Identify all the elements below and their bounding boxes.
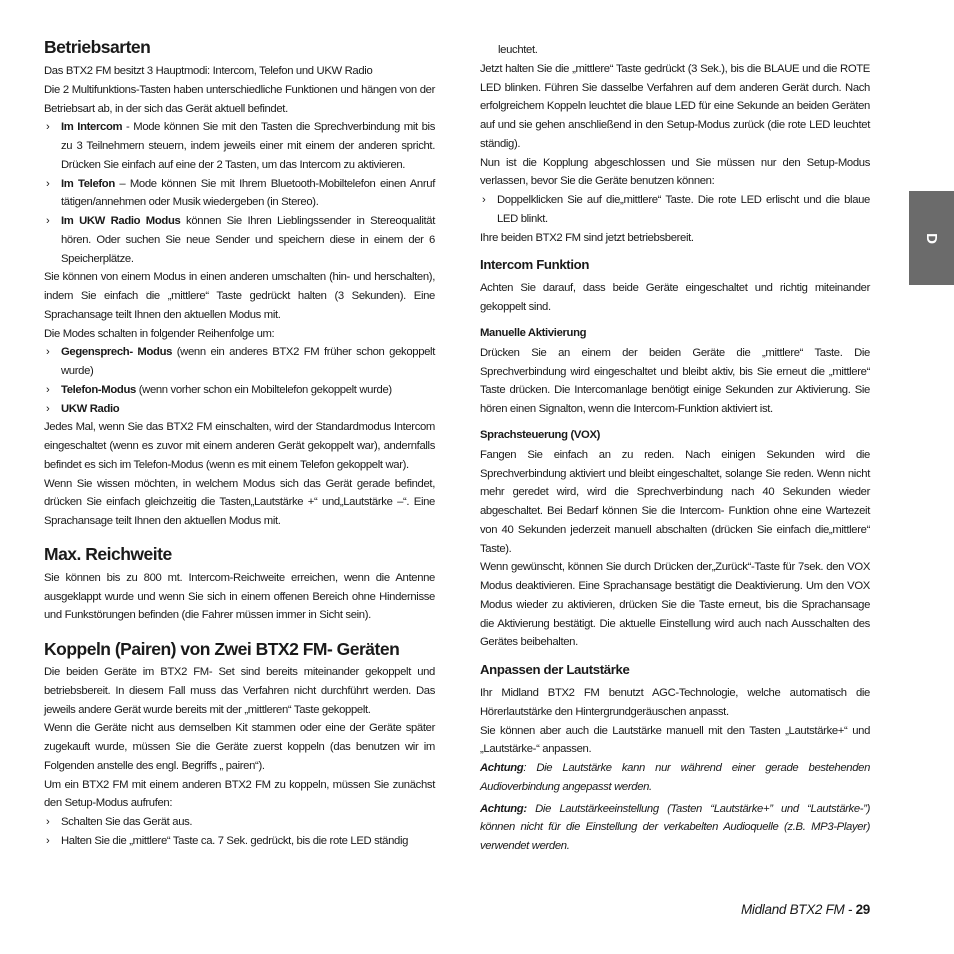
paragraph: Drücken Sie an einem der beiden Geräte die „mittlere“ Taste. Die Sprechverbindung wird eingeschaltet und bleibt aktiv, bis Sie erneut die „mittlere“ Taste drücken. Die Intercomanlage benötigt einige Sekunden zur Aktivierung. Sie hören einen Signalton, wenn die Intercom-Funktion aktiviert ist.: [480, 346, 870, 415]
exit-steps: [480, 191, 870, 229]
paragraph: Sie können bis zu 800 mt. Intercom-Reichweite erreichen, wenn die Antenne ausgeklappt wurde und wenn Sie sich in einem offenen Bereich ohne Hindernisse und Funkstörungen befinden (die Fahrer müssen immer in Sicht sein).: [44, 571, 435, 622]
paragraph: Nun ist die Kopplung abgeschlossen und Sie müssen nur den Setup-Modus verlassen, bevor Sie die Geräte benutzen können:: [480, 156, 870, 188]
paragraph: Die 2 Multifunktions-Tasten haben unterschiedliche Funktionen und hängen von der Betriebsart ab, in der sich das Gerät aktuell befindet.: [44, 83, 435, 115]
list-item-text: (wenn vorher schon ein Mobiltelefon gekoppelt wurde): [135, 383, 392, 396]
note-label: Achtung: [480, 762, 524, 774]
continued-text: leuchtet.: [498, 44, 538, 56]
note-paragraph: [480, 759, 870, 797]
list-item-text: (wenn ein anderes BTX2 FM früher schon gekoppelt wurde): [61, 346, 436, 377]
left-column: [44, 36, 435, 851]
list-item-bold: Im UKW Radio Modus: [61, 215, 181, 227]
list-item-bold: Im Telefon: [61, 177, 115, 190]
note-label: Achtung:: [480, 802, 527, 815]
order-list: [44, 343, 435, 418]
setup-steps: [44, 813, 435, 851]
list-item-bold: Im Intercom: [61, 121, 123, 134]
subsection-title-manual: Manuelle Aktivierung: [480, 326, 587, 339]
list-item-bold: Gegensprech- Modus: [61, 346, 173, 359]
list-item: [44, 175, 435, 213]
bullet-icon: ›: [46, 402, 50, 415]
paragraph: Wenn Sie wissen möchten, in welchem Modus sich das Gerät gerade befindet, drücken Sie einfach gleichzeitig die Tasten„Lautstärke +“ und„Lautstärke –“. Eine Sprachansage teilt Ihnen den aktuellen Modus mit.: [44, 477, 435, 527]
paragraph: Jetzt halten Sie die „mittlere“ Taste gedrückt (3 Sek.), bis die BLAUE und die ROTE LED blinken. Führen Sie dasselbe Verfahren auf dem anderen Gerät durch. Nach erfolgreichem Koppeln leuchtet die blaue LED für eine Sekunde an beiden Geräten auf und sie gehen anschließend in den Setup-Modus zurück (die rote LED leuchtet ständig).: [480, 62, 870, 150]
note-paragraph: [480, 800, 870, 856]
paragraph: Fangen Sie einfach an zu reden. Nach einigen Sekunden wird die Sprechverbindung aktiviert und bleibt eingeschaltet, solange Sie reden. Wenn nicht mehr geredet wird, wird die Sprechverbindung nach 40 Sekunden wieder abgeschaltet. Bei Bedarf können Sie die Intercom- Funktion ohne eine Wartezeit von 40 Sekunden jederzeit manuell abschalten (drücken Sie einfach die„mittlere“ Taste).: [480, 448, 870, 555]
paragraph: Sie können von einem Modus in einen anderen umschalten (hin- und herschalten), indem Sie einfach die „mittlere“ Taste gedrückt halten (3 Sekunden). Eine Sprachansage teilt Ihnen den aktuellen Modus mit.: [44, 271, 435, 321]
section-title-intercom: Intercom Funktion: [480, 257, 590, 273]
list-item-text: - Mode können Sie mit den Tasten die Sprechverbindung mit bis zu 3 Teilnehmern steuern, indem jeweils einer mit einem der anderen spricht. Drücken Sie einfach auf eine der 2 Tasten, um das Intercom zu aktivieren.: [61, 121, 435, 171]
list-item: [44, 118, 435, 174]
list-item: [44, 381, 435, 400]
footer-brand: Midland BTX2 FM -: [740, 902, 856, 917]
list-item-bold: Telefon-Modus: [61, 383, 136, 396]
paragraph: Achten Sie darauf, dass beide Geräte eingeschaltet und richtig miteinander gekoppelt sind.: [480, 282, 870, 313]
page-footer: [741, 902, 870, 917]
section-title-reichweite: Max. Reichweite: [44, 543, 172, 564]
page-number: 29: [855, 902, 870, 917]
paragraph: Sie können aber auch die Lautstärke manuell mit den Tasten „Lautstärke+“ und „Lautstärke-“ anpassen.: [480, 724, 870, 756]
section-title-koppeln: Koppeln (Pairen) von Zwei BTX2 FM- Geräten: [44, 639, 400, 659]
list-item-text: Schalten Sie das Gerät aus.: [61, 816, 193, 828]
bullet-icon: ›: [46, 834, 50, 847]
bullet-icon: ›: [482, 194, 486, 206]
list-item-text: Halten Sie die „mittlere“ Taste ca. 7 Sek. gedrückt, bis die rote LED ständig: [61, 834, 409, 847]
list-item-text: können Sie Ihren Lieblingssender in Stereoqualität hören. Oder suchen Sie neue Sender und speichern diese in einem der 6 Speicherplätze.: [61, 215, 435, 265]
note-text: Die Lautstärkeeinstellung (Tasten “Lautstärke+” und “Lautstärke-”) können nicht für die Einstellung der verkabelten Audioquelle (z.B. MP3-Player) verwendet werden.: [480, 802, 870, 852]
paragraph: Das BTX2 FM besitzt 3 Hauptmodi: Intercom, Telefon und UKW Radio: [44, 65, 373, 77]
list-item: [44, 212, 435, 268]
paragraph: Die Modes schalten in folgender Reihenfolge um:: [44, 327, 275, 340]
list-item: [44, 400, 435, 419]
list-item: [44, 813, 435, 832]
list-item-bold: UKW Radio: [61, 402, 120, 415]
list-item: [44, 343, 435, 381]
bullet-icon: ›: [46, 215, 50, 227]
paragraph: Die beiden Geräte im BTX2 FM- Set sind bereits miteinander gekoppelt und betriebsbereit. In diesem Fall muss das Verfahren nicht durchführt werden. Das jeweils andere Gerät wurde bereits mit der „mittleren“ Taste gekoppelt.: [44, 666, 435, 716]
bullet-icon: ›: [46, 816, 50, 828]
bullet-icon: ›: [46, 383, 50, 396]
subsection-title-vox: Sprachsteuerung (VOX): [480, 428, 601, 441]
paragraph: Ihre beiden BTX2 FM sind jetzt betriebsbereit.: [480, 231, 694, 244]
paragraph: Wenn gewünscht, können Sie durch Drücken der„Zurück“-Taste für 7sek. den VOX Modus deaktivieren. Eine Sprachansage bestätigt die Deaktivierung. Um den VOX Modus wieder zu aktivieren, drücken Sie die Taste erneut, bis die Sprachansage die Aktivierung bestätigt. Die aktuelle Einstellung wird auch nach Ausschalten des Gerätes beibehalten.: [480, 561, 870, 649]
bullet-icon: ›: [46, 177, 50, 190]
section-title-betriebsarten: Betriebsarten: [44, 37, 151, 57]
note-text: : Die Lautstärke kann nur während einer gerade bestehenden Audioverbindung angepasst werden.: [480, 762, 870, 793]
list-item: [480, 191, 870, 229]
list-item-text: – Mode können Sie mit Ihrem Bluetooth-Mobiltelefon einen Anruf tätigen/annehmen oder Musik wiedergeben (in Stereo).: [61, 177, 435, 209]
bullet-icon: ›: [46, 346, 50, 359]
section-title-lautstaerke: Anpassen der Lautstärke: [480, 662, 630, 677]
paragraph: Um ein BTX2 FM mit einem anderen BTX2 FM zu koppeln, müssen Sie zunächst den Setup-Modus aufrufen:: [44, 778, 435, 810]
mode-list: [44, 118, 435, 268]
list-item-text: Doppelklicken Sie auf die„mittlere“ Taste. Die rote LED erlischt und die blaue LED blinkt.: [497, 194, 870, 225]
paragraph: Ihr Midland BTX2 FM benutzt AGC-Technologie, welche automatisch die Hörerlautstärke den Hintergrundgeräuschen anpasst.: [480, 687, 870, 718]
language-tab-label: D: [923, 232, 940, 244]
list-item: [44, 832, 435, 851]
right-column: [480, 41, 870, 856]
bullet-icon: ›: [46, 121, 50, 134]
language-tab: [909, 191, 954, 285]
paragraph: Jedes Mal, wenn Sie das BTX2 FM einschalten, wird der Standardmodus Intercom eingeschaltet (wenn es zuvor mit einem anderen Gerät gekoppelt war), andernfalls befindet es sich im Telefon-Modus (wenn es mit einem Telefon gekoppelt war).: [44, 421, 435, 471]
paragraph: Wenn die Geräte nicht aus demselben Kit stammen oder eine der Geräte später zugekauft wurde, müssen Sie die Geräte zuerst koppeln (das benutzen wir im Folgenden anstelle des engl. Begriffs „ pairen“).: [44, 722, 435, 772]
